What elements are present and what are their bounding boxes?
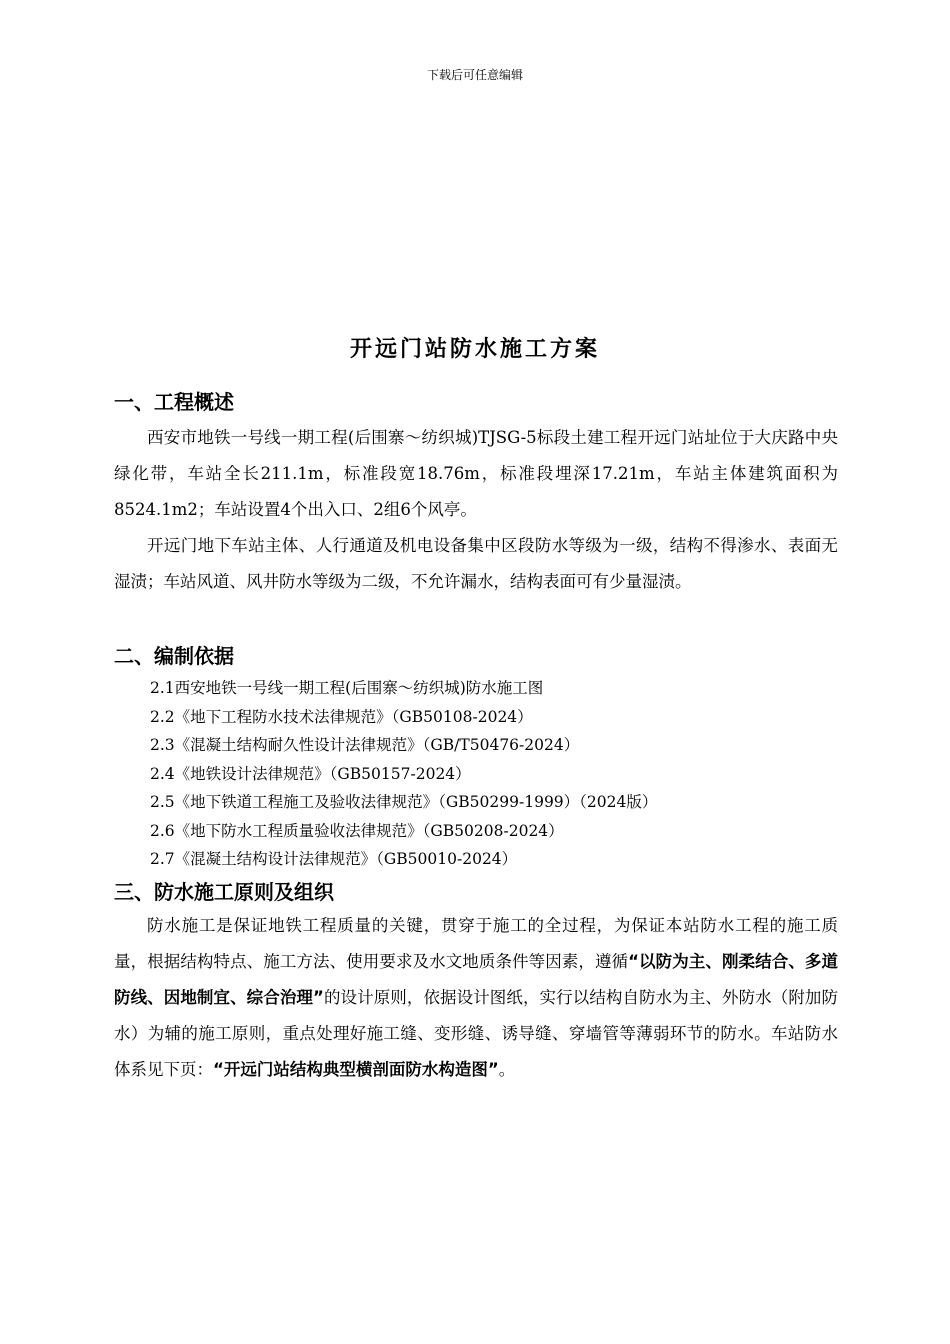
reference-item: 2.1西安地铁一号线一期工程(后围寨～纺织城)防水施工图 (150, 679, 544, 697)
overview-paragraph-1: 西安市地铁一号线一期工程(后围寨～纺织城)TJSG-5标段土建工程开远门站址位于大庆路中央绿化带，车站全长211.1m，标准段宽18.76m，标准段埋深17.21m，车站主体建筑面积为8524.1m2；车站设置4个出入口、2组6个风亭。 (114, 428, 838, 519)
reference-item: 2.7《混凝土结构设计法律规范》（GB50010-2024） (150, 850, 518, 868)
overview-paragraph-2: 开远门地下车站主体、人行通道及机电设备集中区段防水等级为一级，结构不得渗水、表面无湿渍；车站风道、风井防水等级为二级，不允许漏水，结构表面可有少量湿渍。 (114, 536, 838, 591)
principles-paragraph (114, 908, 838, 1088)
reference-item: 2.3《混凝土结构耐久性设计法律规范》（GB/T50476-2024） (150, 736, 580, 754)
reference-item: 2.5《地下铁道工程施工及验收法律规范》（GB50299-1999）（2024版） (150, 793, 658, 811)
section-heading-overview: 一、工程概述 (114, 390, 234, 414)
section-heading-principles: 三、防水施工原则及组织 (114, 880, 334, 904)
section-heading-basis: 二、编制依据 (114, 644, 234, 668)
reference-item: 2.4《地铁设计法律规范》（GB50157-2024） (150, 764, 471, 783)
reference-list (150, 674, 657, 874)
header-note: 下载后可任意编辑 (426, 68, 523, 82)
reference-item: 2.2《地下工程防水技术法律规范》（GB50108-2024） (150, 707, 533, 726)
figure-reference: “开远门站结构典型横剖面防水构造图” (213, 1060, 499, 1079)
reference-item: 2.6《地下防水工程质量验收法律规范》（GB50208-2024） (150, 821, 564, 840)
principle-motto: “以防为主、刚柔结合、多道防线、因地制宜、综合治理” (114, 952, 838, 1007)
principles-text: 。 (498, 1060, 516, 1079)
document-title: 开远门站防水施工方案 (349, 337, 600, 362)
principles-text: 防水施工是保证地铁工程质量的关键，贯穿于施工的全过程，为保证本站防水工程的施工质量，根据结构特点、施工方法、使用要求及水文地质条件等因素，遵循 (114, 916, 838, 971)
principles-text: 的设计原则，依据设计图纸，实行以结构自防水为主、外防水（附加防水）为辅的施工原则，重点处理好施工缝、变形缝、诱导缝、穿墙管等薄弱环节的防水。车站防水体系见下页： (114, 988, 838, 1079)
